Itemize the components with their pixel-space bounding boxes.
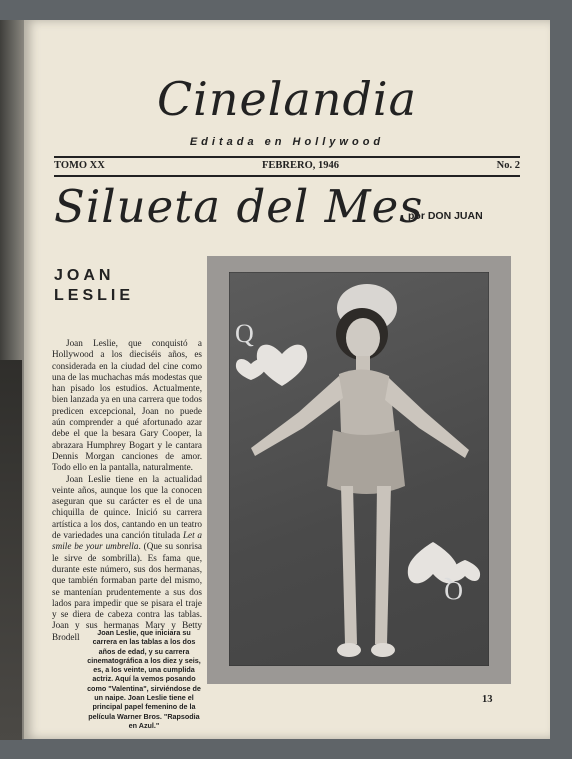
song-title: Let a smile be your umbrella xyxy=(52,530,202,552)
issue-line xyxy=(54,160,520,176)
page-number: 13 xyxy=(482,694,493,705)
issue-date: FEBRERO, 1946 xyxy=(262,160,340,171)
body-paragraph-2-text: Joan Leslie tiene en la actualidad veinte años, aunque los que la conocen aseguran que su carácter es el de una chiquilla de quince. Inició su carrera artística a los dos, cantando en un teatro de variedades una canción titulada xyxy=(52,473,202,541)
left-arm xyxy=(251,376,343,456)
card-rank-top: Q xyxy=(235,319,254,348)
issue-number: No. 2 xyxy=(496,160,520,171)
facing-page-photo-edge xyxy=(0,360,22,740)
heart-icon xyxy=(257,345,307,386)
face-shape xyxy=(346,318,380,358)
playing-card xyxy=(229,272,489,666)
section-title: Silueta del Mes xyxy=(54,180,424,233)
card-rank-bottom: Q xyxy=(444,576,463,605)
subject-first-name: JOAN xyxy=(54,267,115,284)
tagline: Editada en Hollywood xyxy=(189,136,385,148)
costume-skirt xyxy=(327,430,405,494)
playing-card-art xyxy=(229,272,489,666)
bottom-rule xyxy=(54,175,520,177)
magazine-page xyxy=(24,20,550,739)
costume-bodice xyxy=(339,369,395,437)
facing-page-edge xyxy=(0,20,24,739)
subject-last-name: LESLIE xyxy=(54,287,135,304)
masthead: Cinelandia xyxy=(156,72,418,126)
body-paragraph-1: Joan Leslie, que conquistó a Hollywood a los dieciséis años, es considerada en la ciudad del cine como una de las muchachas más modestas que han pisado los estudios. Actualmente, bien lanzada ya en una carrera que todos predicen excepcional, Joan no puede aún comprender a qué afortunado azar debe el que la besara Gary Cooper, la abrazara Humphrey Bogart y le cantara Dennis Morgan canciones de amor. Todo ello en la pantalla, naturalmente. xyxy=(52,338,202,473)
top-rule xyxy=(54,156,520,158)
byline: por DON JUAN xyxy=(408,210,483,222)
right-leg xyxy=(375,486,391,644)
article-body xyxy=(52,338,202,643)
body-paragraph-2 xyxy=(52,474,202,643)
subject-name xyxy=(54,266,134,306)
photo xyxy=(207,256,511,684)
body-paragraph-2-rest: . (Que su sonrisa le sirve de sombrilla). Es fama que, durante este número, sus dos hermanas, que también formaban parte del mismo, se mantenían prudentemente a sus dos lados para impedir que se pisara el traje y se diera de cabeza contra las tablas. Joan y sus hermanas Mary y Betty Brodell xyxy=(52,541,202,642)
issue-volume: TOMO XX xyxy=(54,160,105,171)
left-leg xyxy=(341,486,357,644)
photo-caption: Joan Leslie, que iniciara su carrera en las tablas a los dos años de edad, y su carrera cinematográfica a los diez y seis, es, a los veinte, una cumplida actriz. Aquí la vemos posando como "Valentina", sirviéndose de un naipe. Joan Leslie tiene el principal papel femenino de la película Warner Bros. "Rapsodia en Azul." xyxy=(87,628,201,730)
